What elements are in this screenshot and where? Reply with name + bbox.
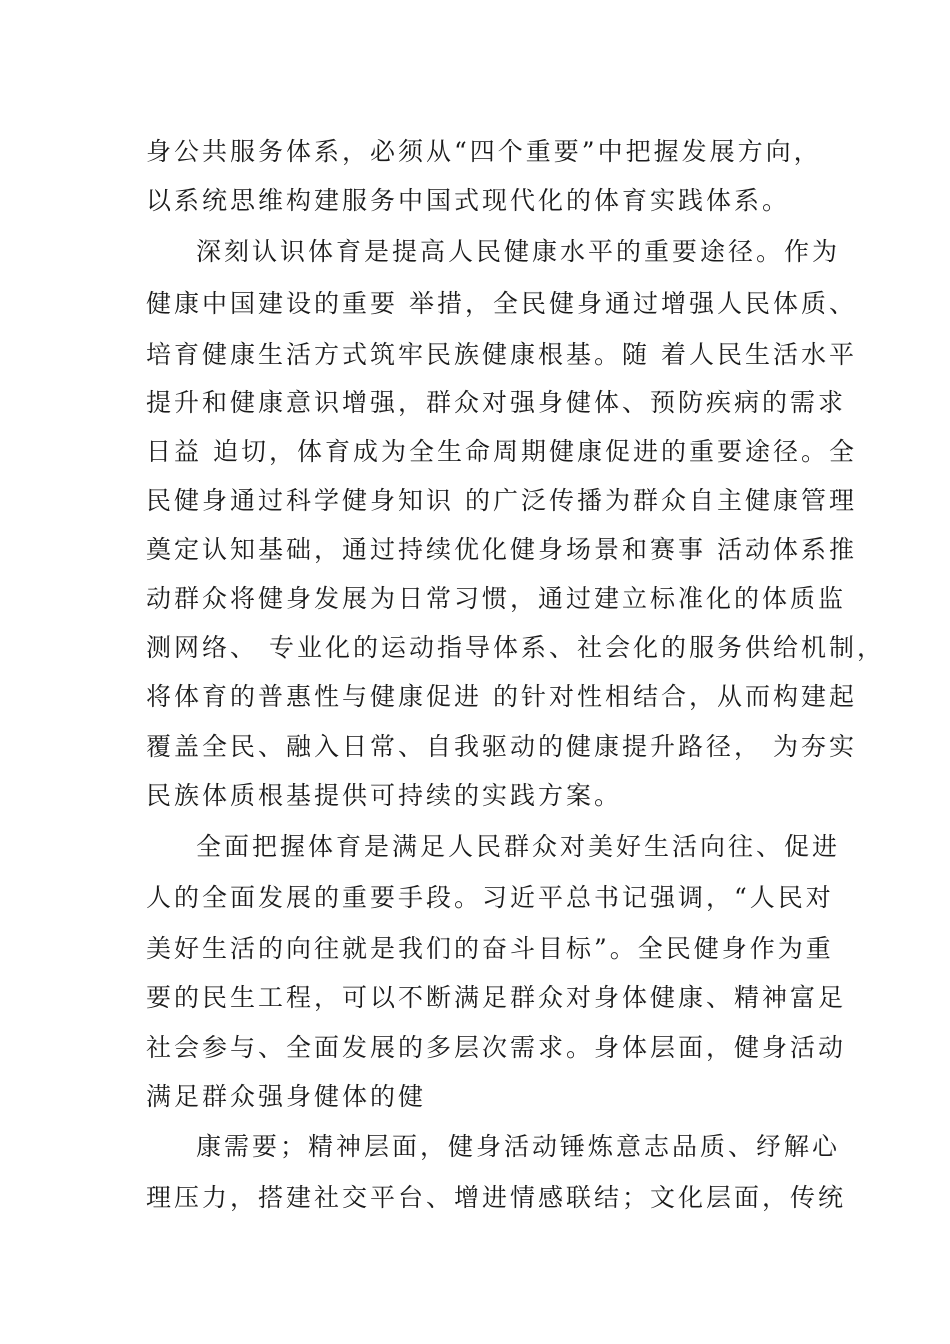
text-line: 民族体质根基提供可持续的实践方案。 <box>146 781 623 810</box>
paragraph-start-line: 全面把握体育是满足人民群众对美好生活向往、促进 <box>196 832 841 861</box>
text-line: 美好生活的向往就是我们的奋斗目标”。全民健身作为重 <box>146 934 834 963</box>
text-line: 动群众将健身发展为日常习惯，通过建立标准化的体质监 <box>146 584 847 613</box>
text-line: 理压力，搭建社交平台、增进情感联结；文化层面，传统 <box>146 1183 847 1212</box>
text-line: 满足群众强身健体的健 <box>146 1082 427 1111</box>
text-line: 健康中国建设的重要 举措，全民健身通过增强人民体质、 <box>146 289 857 318</box>
text-line: 将体育的普惠性与健康促进 的针对性相结合，从而构建起 <box>146 682 857 711</box>
text-line: 提升和健康意识增强，群众对强身健体、预防疾病的需求 <box>146 388 847 417</box>
text-line: 覆盖全民、融入日常、自我驱动的健康提升路径， 为夯实 <box>146 732 857 761</box>
text-line: 要的民生工程，可以不断满足群众对身体健康、精神富足 <box>146 983 847 1012</box>
text-line: 民健身通过科学健身知识 的广泛传播为群众自主健康管理 <box>146 486 857 515</box>
text-line: 日益 迫切，体育成为全生命周期健康促进的重要途径。全 <box>146 437 857 466</box>
paragraph-start-line: 深刻认识体育是提高人民健康水平的重要途径。作为 <box>196 237 841 266</box>
text-line: 培育健康生活方式筑牢民族健康根基。随 着人民生活水平 <box>146 340 857 369</box>
text-line: 测网络、 专业化的运动指导体系、社会化的服务供给机制， <box>146 633 885 662</box>
text-line: 奠定认知基础，通过持续优化健身场景和赛事 活动体系推 <box>146 535 857 564</box>
text-line: 社会参与、全面发展的多层次需求。身体层面，健身活动 <box>146 1033 847 1062</box>
text-line: 人的全面发展的重要手段。习近平总书记强调，“人民对 <box>146 883 834 912</box>
text-line: 以系统思维构建服务中国式现代化的体育实践体系。 <box>146 186 791 215</box>
paragraph-start-line: 康需要；精神层面，健身活动锤炼意志品质、纾解心 <box>196 1132 841 1161</box>
text-line: 身公共服务体系，必须从“四个重要”中把握发展方向， <box>146 137 822 166</box>
